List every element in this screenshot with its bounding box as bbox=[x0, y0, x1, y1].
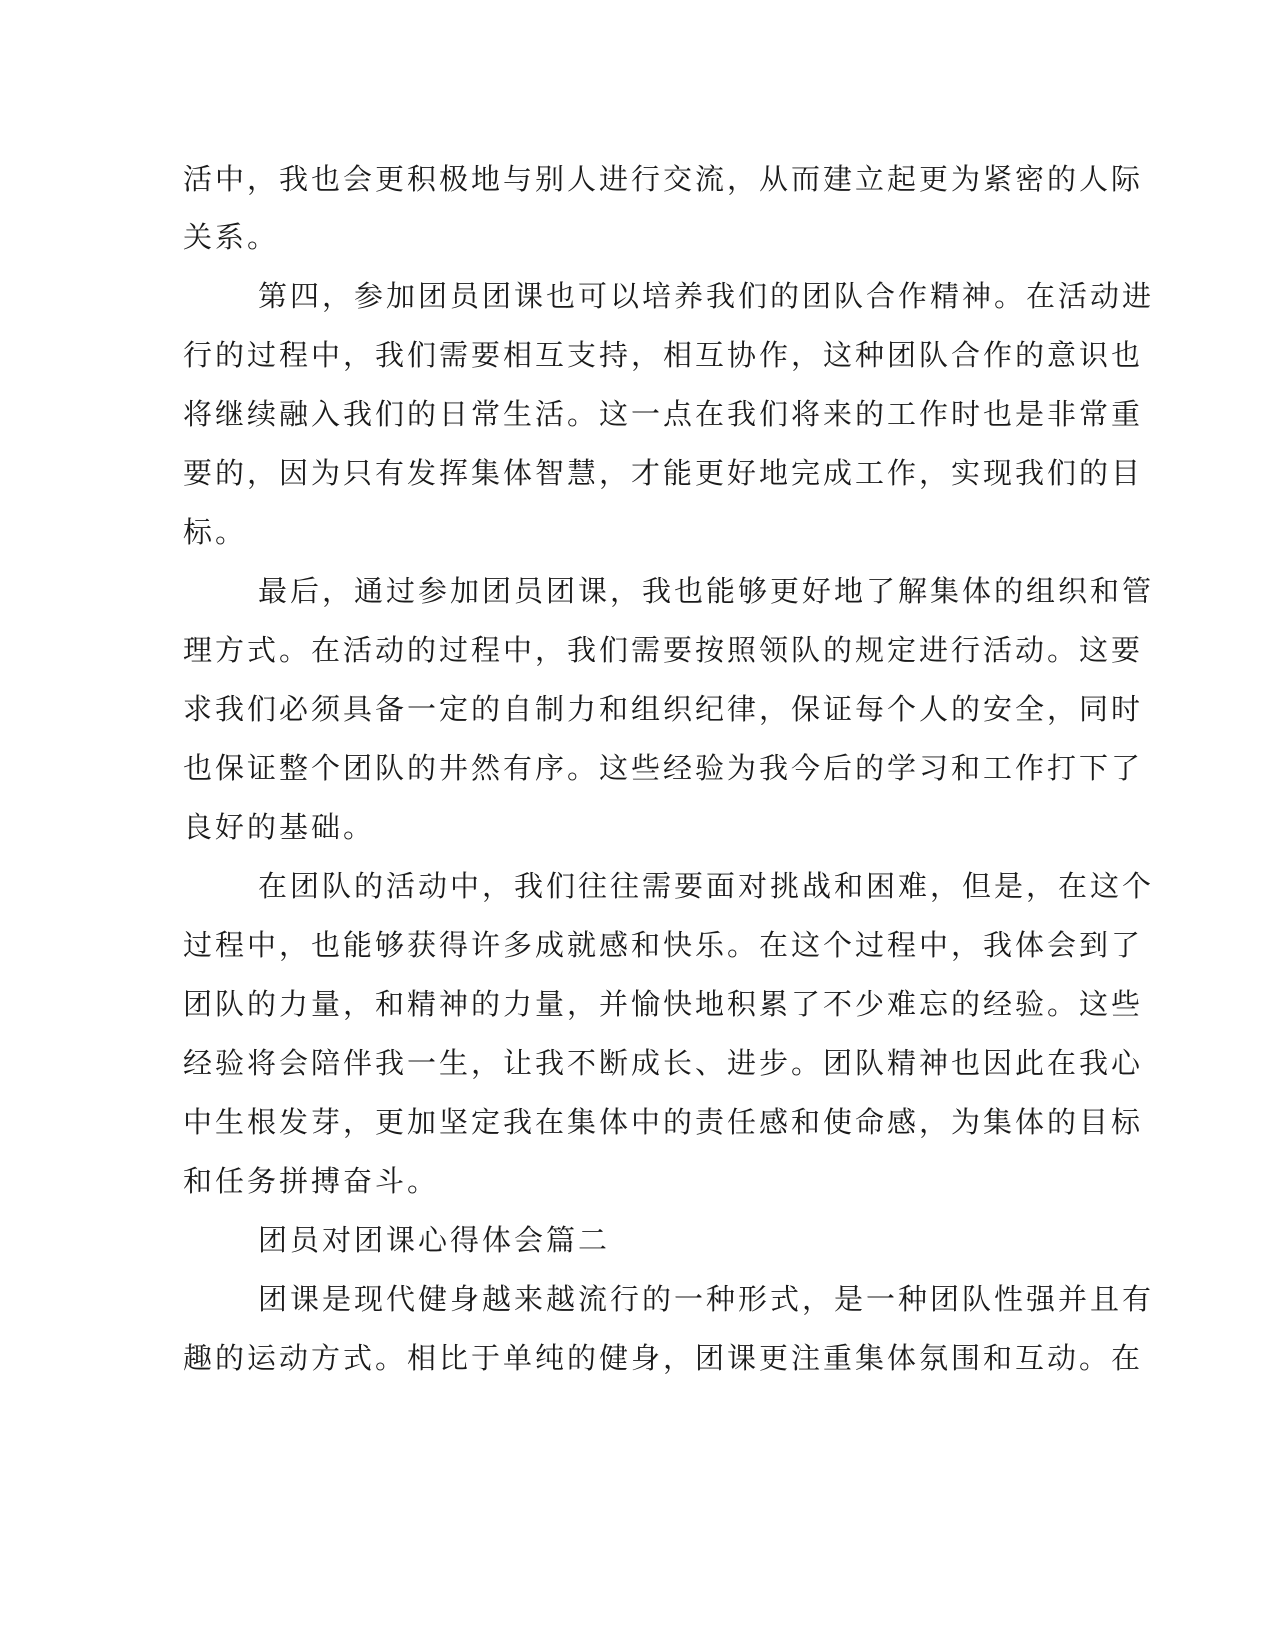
paragraph-start-line: 团课是现代健身越来越流行的一种形式，是一种团队性强并且有 bbox=[258, 1282, 1155, 1316]
text-line: 团队的力量，和精神的力量，并愉快地积累了不少难忘的经验。这些 bbox=[183, 987, 1144, 1021]
text-line: 求我们必须具备一定的自制力和组织纪律，保证每个人的安全，同时 bbox=[183, 692, 1144, 726]
text-line: 也保证整个团队的井然有序。这些经验为我今后的学习和工作打下了 bbox=[183, 751, 1144, 785]
text-line: 中生根发芽，更加坚定我在集体中的责任感和使命感，为集体的目标 bbox=[183, 1105, 1144, 1139]
paragraph-start-line: 最后，通过参加团员团课，我也能够更好地了解集体的组织和管 bbox=[258, 574, 1155, 608]
text-line: 理方式。在活动的过程中，我们需要按照领队的规定进行活动。这要 bbox=[183, 633, 1144, 667]
text-line: 将继续融入我们的日常生活。这一点在我们将来的工作时也是非常重 bbox=[183, 397, 1144, 431]
section-heading: 团员对团课心得体会篇二 bbox=[258, 1223, 611, 1257]
text-line: 行的过程中，我们需要相互支持，相互协作，这种团队合作的意识也 bbox=[183, 338, 1144, 372]
paragraph-start-line: 在团队的活动中，我们往往需要面对挑战和困难，但是，在这个 bbox=[258, 869, 1155, 903]
text-line: 关系。 bbox=[183, 220, 280, 254]
text-line: 良好的基础。 bbox=[183, 810, 376, 844]
text-line: 趣的运动方式。相比于单纯的健身，团课更注重集体氛围和互动。在 bbox=[183, 1341, 1144, 1375]
text-line: 要的，因为只有发挥集体智慧，才能更好地完成工作，实现我们的目 bbox=[183, 456, 1144, 490]
paragraph-start-line: 第四，参加团员团课也可以培养我们的团队合作精神。在活动进 bbox=[258, 279, 1155, 313]
text-line: 活中，我也会更积极地与别人进行交流，从而建立起更为紧密的人际 bbox=[183, 162, 1144, 196]
text-line: 经验将会陪伴我一生，让我不断成长、进步。团队精神也因此在我心 bbox=[183, 1046, 1144, 1080]
text-line: 标。 bbox=[183, 515, 248, 549]
text-line: 和任务拼搏奋斗。 bbox=[183, 1164, 440, 1198]
text-line: 过程中，也能够获得许多成就感和快乐。在这个过程中，我体会到了 bbox=[183, 928, 1144, 962]
